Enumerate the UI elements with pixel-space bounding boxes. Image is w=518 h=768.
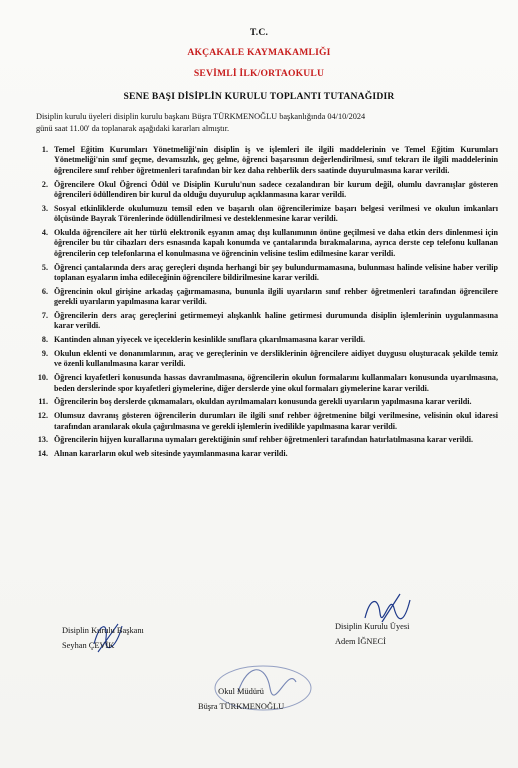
list-item [28, 145, 498, 176]
signature-block-member [335, 622, 409, 646]
item-number: 2. [41, 179, 48, 189]
item-text: Okulda öğrencilere ait her türlü elektronik eşyanın amaç dışı kullanımının önüne geçilmesi ve daha etkin ders dinlenmesi için öğrenciler bu tür cihazları ders esnasında kapalı konumda ve çantalarında bırakmalarına, ayrıca derste cep telefonu kullanan öğrencilerin cep telefonlarına el konulmasına ve öğrencinin velisine teslim edilmesine karar verildi. [54, 228, 498, 258]
document-title: SENE BAŞI DİSİPLİN KURULU TOPLANTI TUTANAĞIDIR [123, 91, 395, 102]
item-text: Okulun eklenti ve donanımlarının, araç ve gereçlerinin ve dersliklerinin öğrencilere aidiyet duygusu oluşturacak şekilde temiz ve özenli kullanılmasına karar verildi. [54, 349, 498, 369]
list-item [28, 449, 498, 459]
list-item [28, 180, 498, 201]
intro-line-1: Disiplin kurulu üyeleri disiplin kurulu başkanı Büşra TÜRKMENOĞLU başkanlığında 04/10/2024 [36, 112, 366, 121]
item-text: Öğrencilerin hijyen kurallarına uymaları gerektiğinin sınıf rehber öğretmenleri tarafından hatırlatılmasına karar verildi. [54, 435, 474, 445]
item-number: 13. [37, 435, 48, 445]
decisions-list [28, 145, 498, 463]
signature-role: Okul Müdürü [218, 687, 264, 696]
signature-name: Adem İĞNECİ [335, 637, 386, 646]
list-item [28, 228, 498, 259]
intro-line-2: günü saat 11.00' da toplanarak aşağıdaki kararları almıştır. [36, 124, 230, 133]
list-item [28, 397, 498, 407]
item-number: 11. [38, 397, 48, 407]
item-number: 8. [41, 335, 48, 345]
signature-name: Seyhan ÇEVİK [62, 641, 115, 650]
list-item [28, 335, 498, 345]
list-item [28, 411, 498, 432]
item-text: Öğrencilere Okul Öğrenci Ödül ve Disiplin Kurulu'nun sadece cezalandıran bir kurum değil, olumlu davranışlar gösteren öğrencileri ödüllendiren bir kurul da olduğu duyurulup açıklanmasına karar verildi. [54, 179, 498, 200]
item-number: 3. [41, 203, 48, 213]
list-item [28, 263, 498, 284]
list-item [28, 204, 498, 225]
item-text: Alınan kararların okul web sitesinde yayımlanmasına karar verildi. [54, 449, 288, 459]
item-number: 10. [37, 373, 48, 383]
item-number: 9. [41, 349, 48, 359]
item-text: Öğrenci çantalarında ders araç gereçleri dışında herhangi bir şey bulundurmamasına, bulunması halinde velisine haber verilip toplanan eşyaların imha edileceğinin öğrencilere bildirilmesine karar verildi. [54, 262, 498, 283]
item-number: 12. [37, 411, 48, 421]
item-number: 5. [41, 262, 48, 272]
signature-role: Disiplin Kurulu Üyesi [335, 622, 410, 631]
header-school: SEVİMLİ İLK/ORTAOKULU [193, 68, 325, 79]
item-number: 4. [41, 228, 48, 238]
header-district: AKÇAKALE KAYMAKAMLIĞI [187, 47, 331, 58]
signature-block-chair [62, 626, 144, 650]
header-country: T.C. [249, 27, 269, 38]
item-text: Öğrencilerin boş derslerde çıkmamaları, okuldan ayrılmamaları konusunda gerekli uyarıların yapılmasına karar verildi. [54, 397, 472, 407]
signature-role: Disiplin Kurulu Başkanı [62, 626, 144, 635]
item-number: 1. [41, 145, 48, 154]
item-text: Kantinden alınan yiyecek ve içeceklerin kesinlikle sınıflara çıkarılmamasına karar verildi. [54, 335, 366, 345]
item-text: Sosyal etkinliklerde okulumuzu temsil eden ve başarılı olan öğrencilerimize başarı belgesi verilmesi ve okulun imkanları ölçüsünde Bayrak Törenlerinde ödüllendirilmesi ve desteklenmesine karar verildi. [54, 203, 498, 224]
signature-name: Büşra TÜRKMENOĞLU [198, 702, 285, 711]
signature-block-principal [198, 687, 284, 711]
item-text: Öğrencilerin ders araç gereçlerini getirmemeyi alışkanlık haline getirmesi durumunda disiplin işlemlerinin uygulanmasına karar verildi. [54, 311, 498, 331]
list-item [28, 435, 498, 445]
item-text: Öğrenci kıyafetleri konusunda hassas davranılmasına, öğrencilerin okulun formalarını kullanmaları konusunda uyarılmasına, beden derslerinde spor kıyafetleri giymelerine, diğer derslerde yine okul formaları giymelerine karar verildi. [54, 373, 498, 393]
item-text: Temel Eğitim Kurumları Yönetmeliği'nin disiplin iş ve işlemleri ile ilgili maddelerinin ve Temel Eğitim Kurumları Yönetmeliği'nin sınıf geçme, devamsızlık, geç gelme, öğrenci başarısının değerlendirilmesi, sınıf tekrarı ile ilgili maddelerinin öğrencilere sınıf rehber öğretmenleri tarafından bir kez daha rehberlik ders saatinde duyurulmasına karar verildi. [54, 145, 498, 175]
item-number: 7. [41, 311, 48, 321]
list-item [28, 287, 498, 308]
item-text: Öğrencinin okul girişine arkadaş çağırmamasına, bununla ilgili uyarıların sınıf rehber öğretmenleri tarafından öğrencilere gerekli uyarıların yapılmasına karar verildi. [54, 286, 498, 307]
intro-paragraph [36, 111, 494, 135]
list-item [28, 349, 498, 370]
list-item [28, 373, 498, 394]
list-item [28, 311, 498, 332]
item-number: 6. [41, 286, 48, 296]
item-number: 14. [37, 449, 48, 459]
item-text: Olumsuz davranış gösteren öğrencilerin durumları ile ilgili sınıf rehber öğretmenine bilgi verilmesine, velisinin okul idaresi tarafından aranılarak okula çağırılmasına ve gerekli işlemlerin ivedilikle yapılmasına karar verildi. [54, 411, 498, 431]
